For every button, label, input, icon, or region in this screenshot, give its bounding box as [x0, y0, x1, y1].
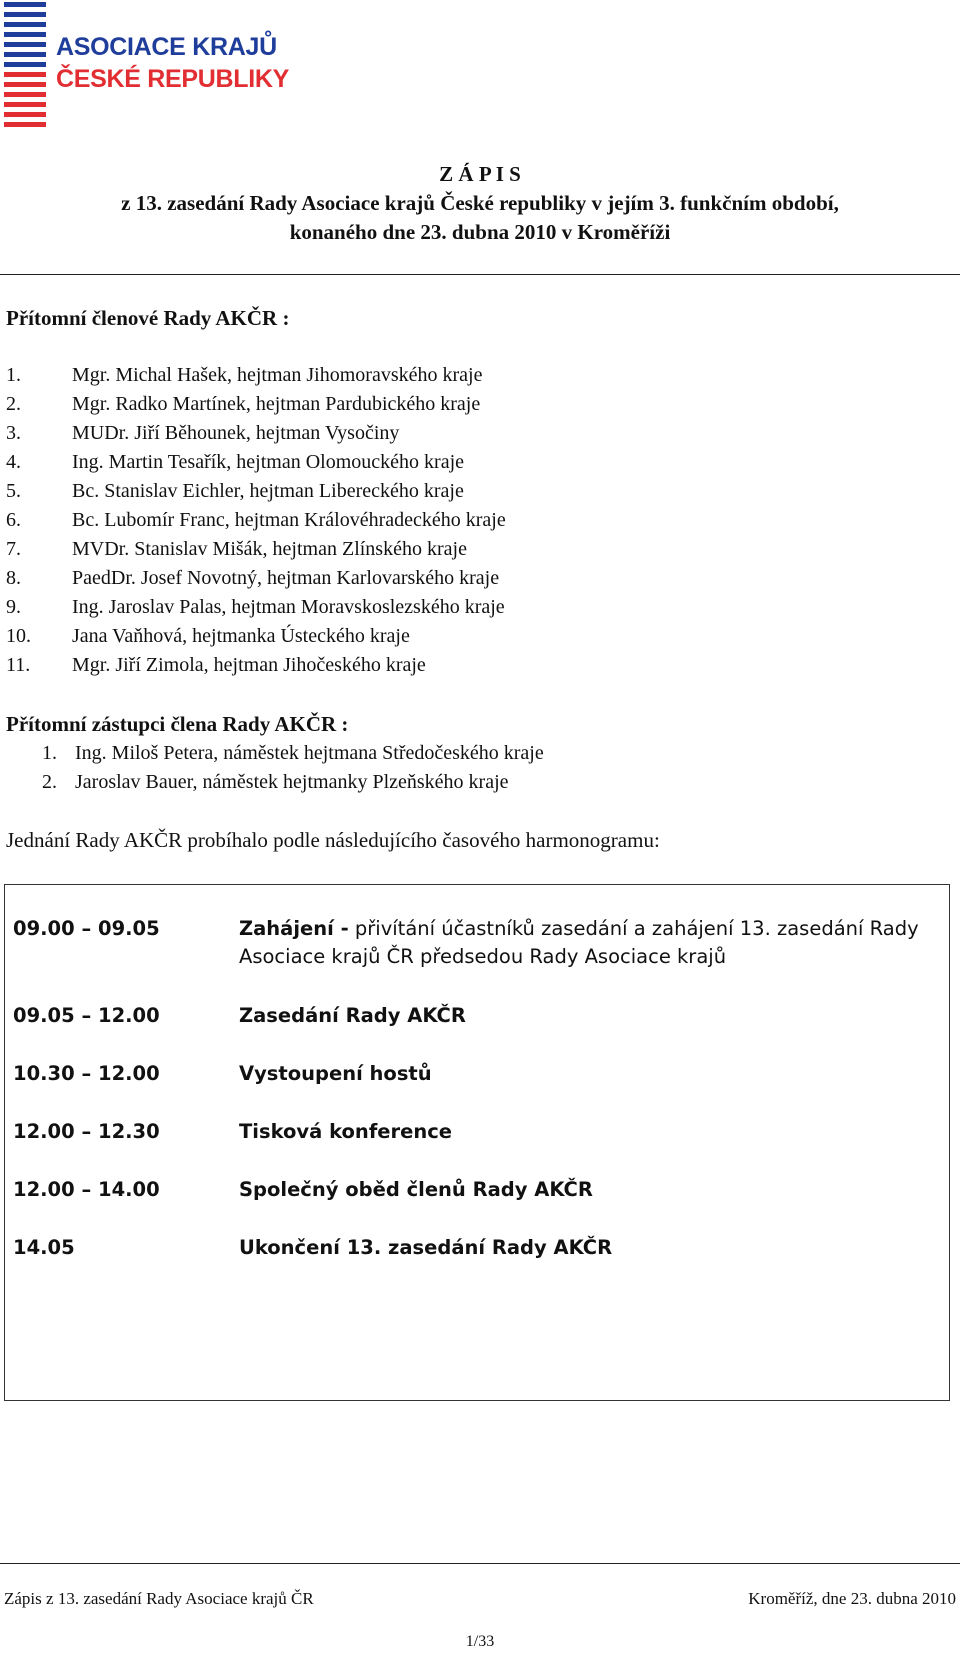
member-name: Ing. Martin Tesařík, hejtman Olomouckého kraje	[72, 451, 465, 473]
member-number: 4.	[6, 451, 21, 473]
deputies-heading: Přítomní zástupci člena Rady AKČR :	[6, 712, 349, 736]
schedule-time: 12.00 – 14.00	[13, 1178, 160, 1201]
member-name: MUDr. Jiří Běhounek, hejtman Vysočiny	[72, 422, 400, 444]
logo-line-2: ČESKÉ REPUBLIKY	[56, 65, 290, 93]
member-number: 2.	[6, 393, 21, 415]
members-heading: Přítomní členové Rady AKČR :	[6, 306, 290, 330]
deputy-name: Jaroslav Bauer, náměstek hejtmanky Plzeňského kraje	[75, 771, 509, 793]
schedule-description	[239, 1002, 939, 1030]
member-name: Mgr. Michal Hašek, hejtman Jihomoravského kraje	[72, 364, 483, 386]
schedule-title: Ukončení 13. zasedání Rady AKČR	[239, 1236, 613, 1259]
association-logo	[4, 2, 290, 128]
document-title	[0, 160, 960, 247]
schedule-time: 10.30 – 12.00	[13, 1062, 160, 1085]
page-number: 1/33	[465, 1633, 495, 1650]
title-heading: Z Á P I S	[439, 162, 521, 186]
logo-stripes-icon	[4, 2, 46, 128]
title-line-2: z 13. zasedání Rady Asociace krajů České republiky v jejím 3. funkčním období,	[121, 191, 839, 215]
schedule-description	[239, 1234, 939, 1262]
schedule-time: 14.05	[13, 1236, 75, 1259]
member-number: 1.	[6, 364, 21, 386]
member-name: Mgr. Jiří Zimola, hejtman Jihočeského kraje	[72, 654, 426, 676]
member-number: 6.	[6, 509, 21, 531]
member-number: 3.	[6, 422, 21, 444]
deputy-number: 2.	[42, 771, 57, 793]
schedule-time: 12.00 – 12.30	[13, 1120, 160, 1143]
schedule-intro: Jednání Rady AKČR probíhalo podle následujícího časového harmonogramu:	[6, 828, 660, 852]
schedule-time: 09.00 – 09.05	[13, 917, 160, 940]
member-name: Bc. Lubomír Franc, hejtman Královéhradeckého kraje	[72, 509, 506, 531]
footer-divider	[0, 1563, 960, 1564]
schedule-time: 09.05 – 12.00	[13, 1004, 160, 1027]
member-number: 7.	[6, 538, 21, 560]
member-number: 5.	[6, 480, 21, 502]
title-divider	[0, 274, 960, 275]
member-number: 9.	[6, 596, 21, 618]
schedule-title: Vystoupení hostů	[239, 1062, 432, 1085]
deputy-name: Ing. Miloš Petera, náměstek hejtmana Středočeského kraje	[75, 742, 544, 764]
deputy-number: 1.	[42, 742, 57, 764]
member-name: Jana Vaňhová, hejtmanka Ústeckého kraje	[72, 625, 410, 647]
footer-place-date: Kroměříž, dne 23. dubna 2010	[748, 1589, 956, 1608]
schedule-title: Tisková konference	[239, 1120, 453, 1143]
schedule-text: přivítání účastníků zasedání a zahájení 13. zasedání Rady Asociace krajů ČR předsedou Rady Asociace krajů	[239, 917, 919, 968]
title-line-3: konaného dne 23. dubna 2010 v Kroměříži	[289, 220, 671, 244]
schedule-description	[239, 915, 939, 971]
schedule-description	[239, 1060, 939, 1088]
member-name: Ing. Jaroslav Palas, hejtman Moravskoslezského kraje	[72, 596, 505, 618]
member-name: Bc. Stanislav Eichler, hejtman Libereckého kraje	[72, 480, 464, 502]
member-number: 11.	[6, 654, 31, 676]
schedule-title: Zahájení -	[239, 917, 349, 940]
member-name: PaedDr. Josef Novotný, hejtman Karlovarského kraje	[72, 567, 500, 589]
member-number: 10.	[6, 625, 31, 647]
member-name: MVDr. Stanislav Mišák, hejtman Zlínského kraje	[72, 538, 467, 560]
footer-document-name: Zápis z 13. zasedání Rady Asociace krajů ČR	[4, 1589, 314, 1608]
schedule-title: Společný oběd členů Rady AKČR	[239, 1178, 593, 1201]
member-name: Mgr. Radko Martínek, hejtman Pardubického kraje	[72, 393, 481, 415]
schedule-description	[239, 1176, 939, 1204]
schedule-description	[239, 1118, 939, 1146]
schedule-table	[4, 884, 950, 1401]
member-number: 8.	[6, 567, 21, 589]
logo-line-1: ASOCIACE KRAJŮ	[56, 33, 277, 61]
schedule-title: Zasedání Rady AKČR	[239, 1004, 466, 1027]
